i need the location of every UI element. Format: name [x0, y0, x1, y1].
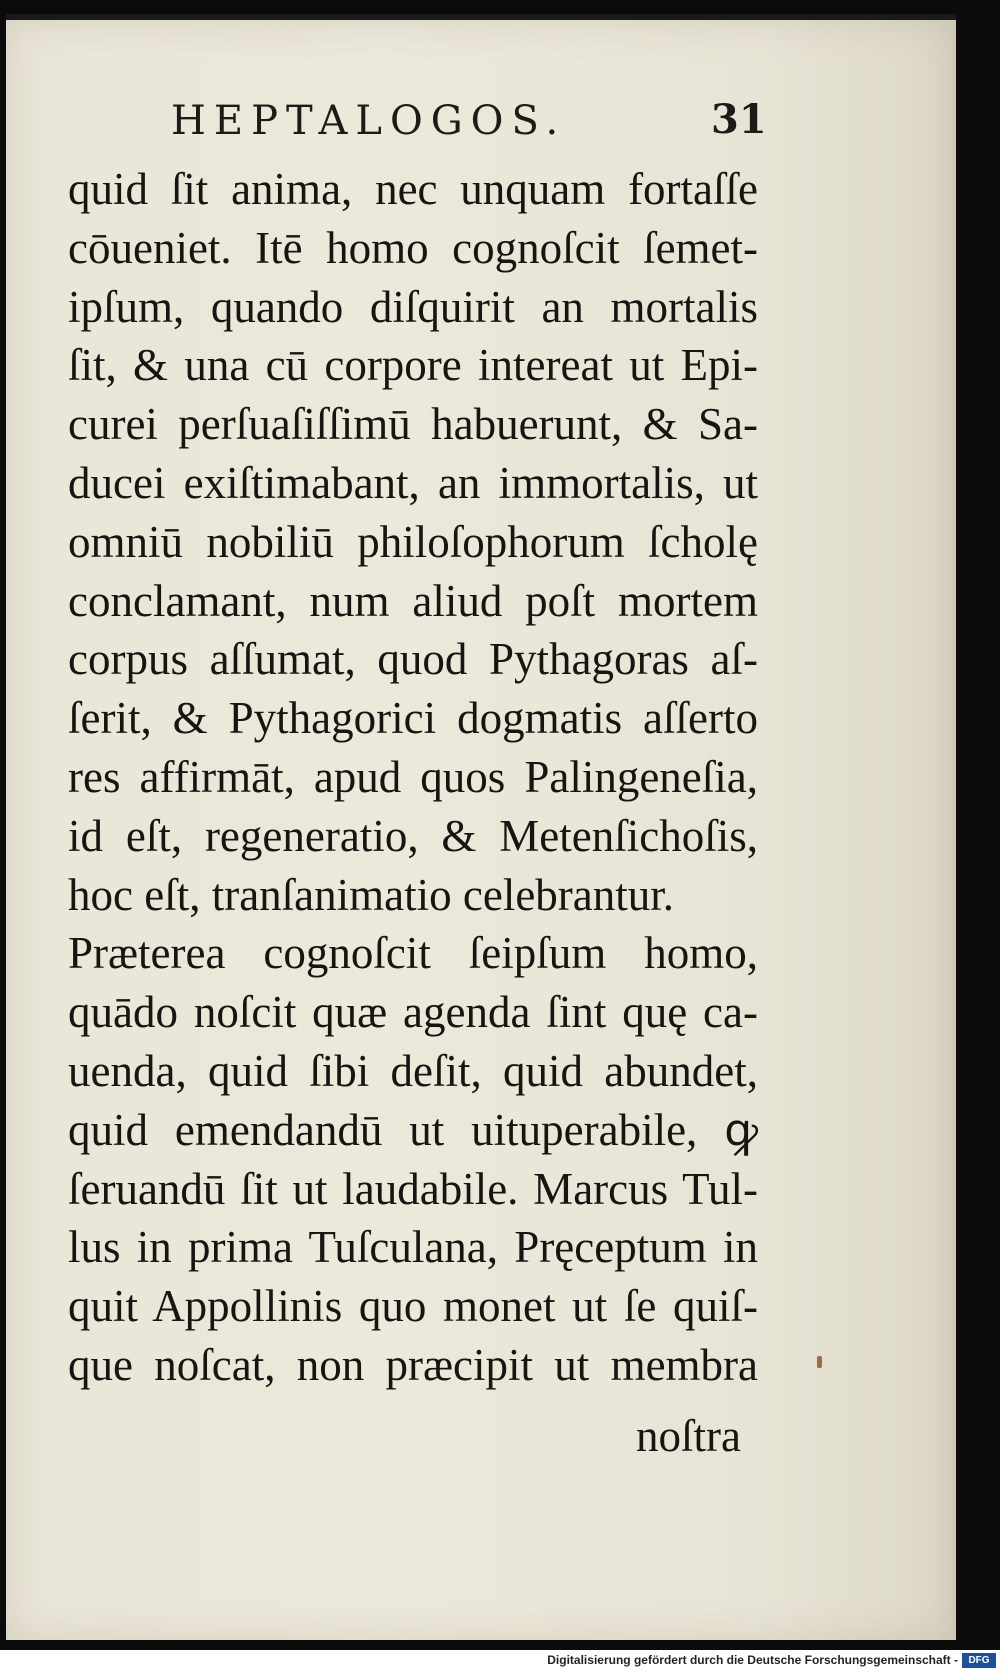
catchword: noſtra	[636, 1411, 741, 1461]
text-line: ſeruandū ſit ut laudabile. Marcus Tul‑	[68, 1163, 758, 1214]
text-line: ſit, & una cū corpore intereat ut Epi‑	[68, 340, 758, 391]
running-title: HEPTALOGOS.	[171, 98, 567, 144]
text-line: quid ſit anima, nec unquam fortaſſe	[68, 164, 758, 214]
text-line: quādo noſcit quæ agenda ſint quę ca‑	[68, 987, 758, 1038]
text-line: uenda, quid ſibi deſit, quid abundet,	[68, 1045, 758, 1096]
text-line: conclamant, num aliud poſt mortem	[68, 575, 758, 626]
text-line: hoc eſt, tranſanimatio celebrantur.	[68, 869, 675, 920]
book-page	[6, 20, 956, 1640]
text-line: id eſt, regeneratio, & Metenſichoſis,	[68, 810, 758, 861]
text-line: ducei exiſtimabant, an immortalis, ut	[68, 457, 758, 508]
footer-bar	[0, 1650, 1000, 1672]
text-line: que noſcat, non præcipit ut membra	[68, 1339, 758, 1390]
text-line: omniū nobiliū philoſophorum ſcholę	[68, 516, 758, 567]
text-line: ſerit, & Pythagorici dogmatis aſſerto	[68, 693, 758, 744]
text-line: cōueniet. Itē homo cognoſcit ſemet‑	[68, 222, 758, 273]
text-line: curei perſuaſiſſimū habuerunt, & Sa‑	[68, 399, 758, 450]
text-line: quid emendandū ut uituperabile, ꝙ	[68, 1104, 758, 1155]
text-line: lus in prima Tuſculana, Pręceptum in	[68, 1222, 758, 1273]
running-head	[6, 98, 952, 148]
text-block	[68, 160, 758, 1395]
text-line: quit Appollinis quo monet ut ſe quiſ‑	[68, 1281, 758, 1332]
paper-stain	[817, 1356, 822, 1368]
text-line: Præterea cognoſcit ſeipſum homo,	[68, 928, 758, 979]
dfg-logo: DFG	[962, 1653, 996, 1668]
funding-credit: Digitalisierung gefördert durch die Deutsche Forschungsgemeinschaft -	[547, 1653, 958, 1667]
page-number: 31	[711, 96, 767, 143]
text-line: res affirmāt, apud quos Palingeneſia,	[68, 751, 758, 802]
text-line: corpus aſſumat, quod Pythagoras aſ‑	[68, 634, 758, 685]
text-line: ipſum, quando diſquirit an mortalis	[68, 281, 758, 332]
